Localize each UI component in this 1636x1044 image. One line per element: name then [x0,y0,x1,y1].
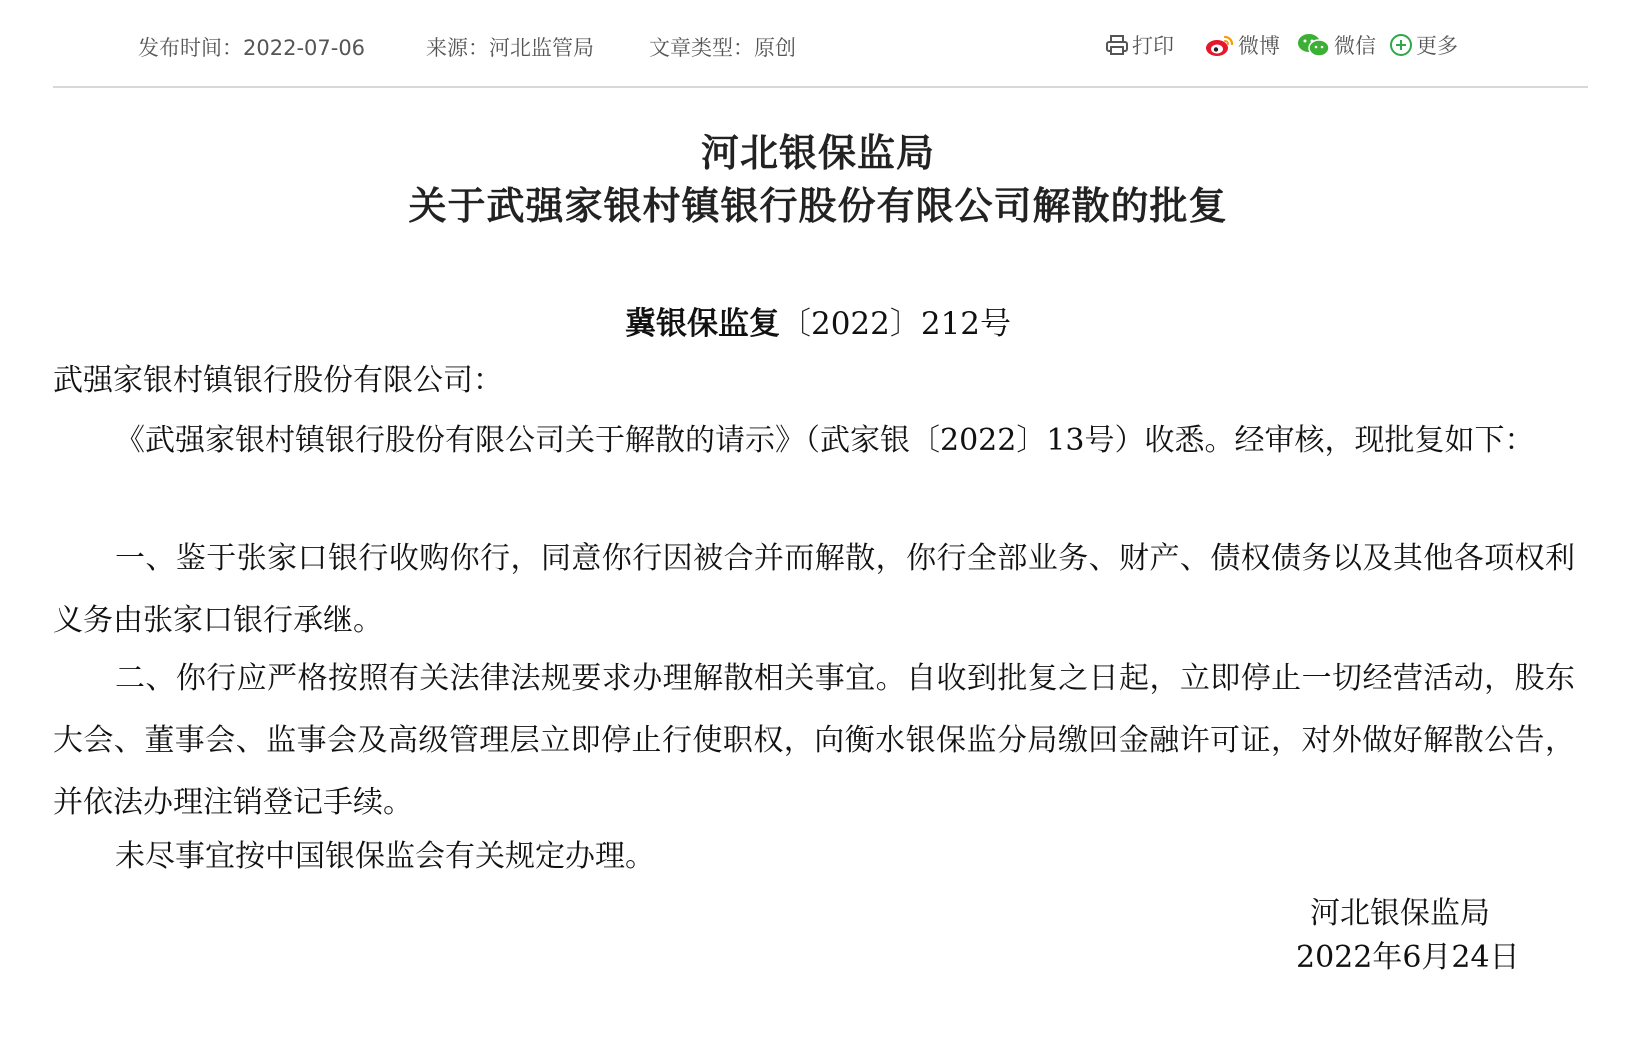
document-number [0,298,1636,343]
type-value: 原创 [754,36,796,60]
weibo-share-button[interactable] [1205,30,1280,60]
paragraph-4: 未尽事宜按中国银保监会有关规定办理。 [115,839,655,874]
source-label: 来源： [426,36,489,60]
addressee: 武强家银村镇银行股份有限公司： [53,363,503,398]
article-type [649,32,796,62]
source-value: 河北监管局 [489,36,594,60]
publish-time [138,32,365,62]
document-title-line1: 河北银保监局 [700,131,935,175]
publish-time-label: 发布时间： [138,36,243,60]
wechat-share-button[interactable] [1297,30,1376,60]
paragraph-2: 一、鉴于张家口银行收购你行，同意你行因被合并而解散，你行全部业务、财产、债权债务以及其他各项权利义务由张家口银行承继。 [53,541,1575,638]
print-label: 打印 [1132,34,1174,58]
signature-date: 2022年6月24日 [1296,940,1520,975]
publish-time-value: 2022-07-06 [243,36,366,60]
document-number-prefix: 冀银保监复 [624,306,780,342]
weibo-label: 微博 [1238,34,1280,58]
weibo-icon [1205,33,1235,57]
more-share-button[interactable] [1389,30,1458,60]
document-title-line2: 关于武强家银村镇银行股份有限公司解散的批复 [408,184,1228,228]
article-source [426,32,594,62]
plus-circle-icon [1389,33,1413,57]
paragraph-3: 二、你行应严格按照有关法律法规要求办理解散相关事宜。自收到批复之日起，立即停止一切经营活动，股东大会、董事会、监事会及高级管理层立即停止行使职权，向衡水银保监分局缴回金融许可证，对外做好解散公告，并依法办理注销登记手续。 [53,661,1575,820]
printer-icon [1105,34,1129,56]
article-meta-bar [53,0,1588,88]
print-button[interactable] [1105,30,1174,60]
wechat-label: 微信 [1334,34,1376,58]
document-number-suffix: 〔2022〕212号 [779,306,1012,342]
paragraph-1: 《武强家银村镇银行股份有限公司关于解散的请示》（武家银〔2022〕13号）收悉。经审核，现批复如下： [115,423,1535,458]
wechat-icon [1297,33,1331,57]
signature-authority: 河北银保监局 [1310,896,1490,931]
more-label: 更多 [1416,34,1458,58]
type-label: 文章类型： [649,36,754,60]
